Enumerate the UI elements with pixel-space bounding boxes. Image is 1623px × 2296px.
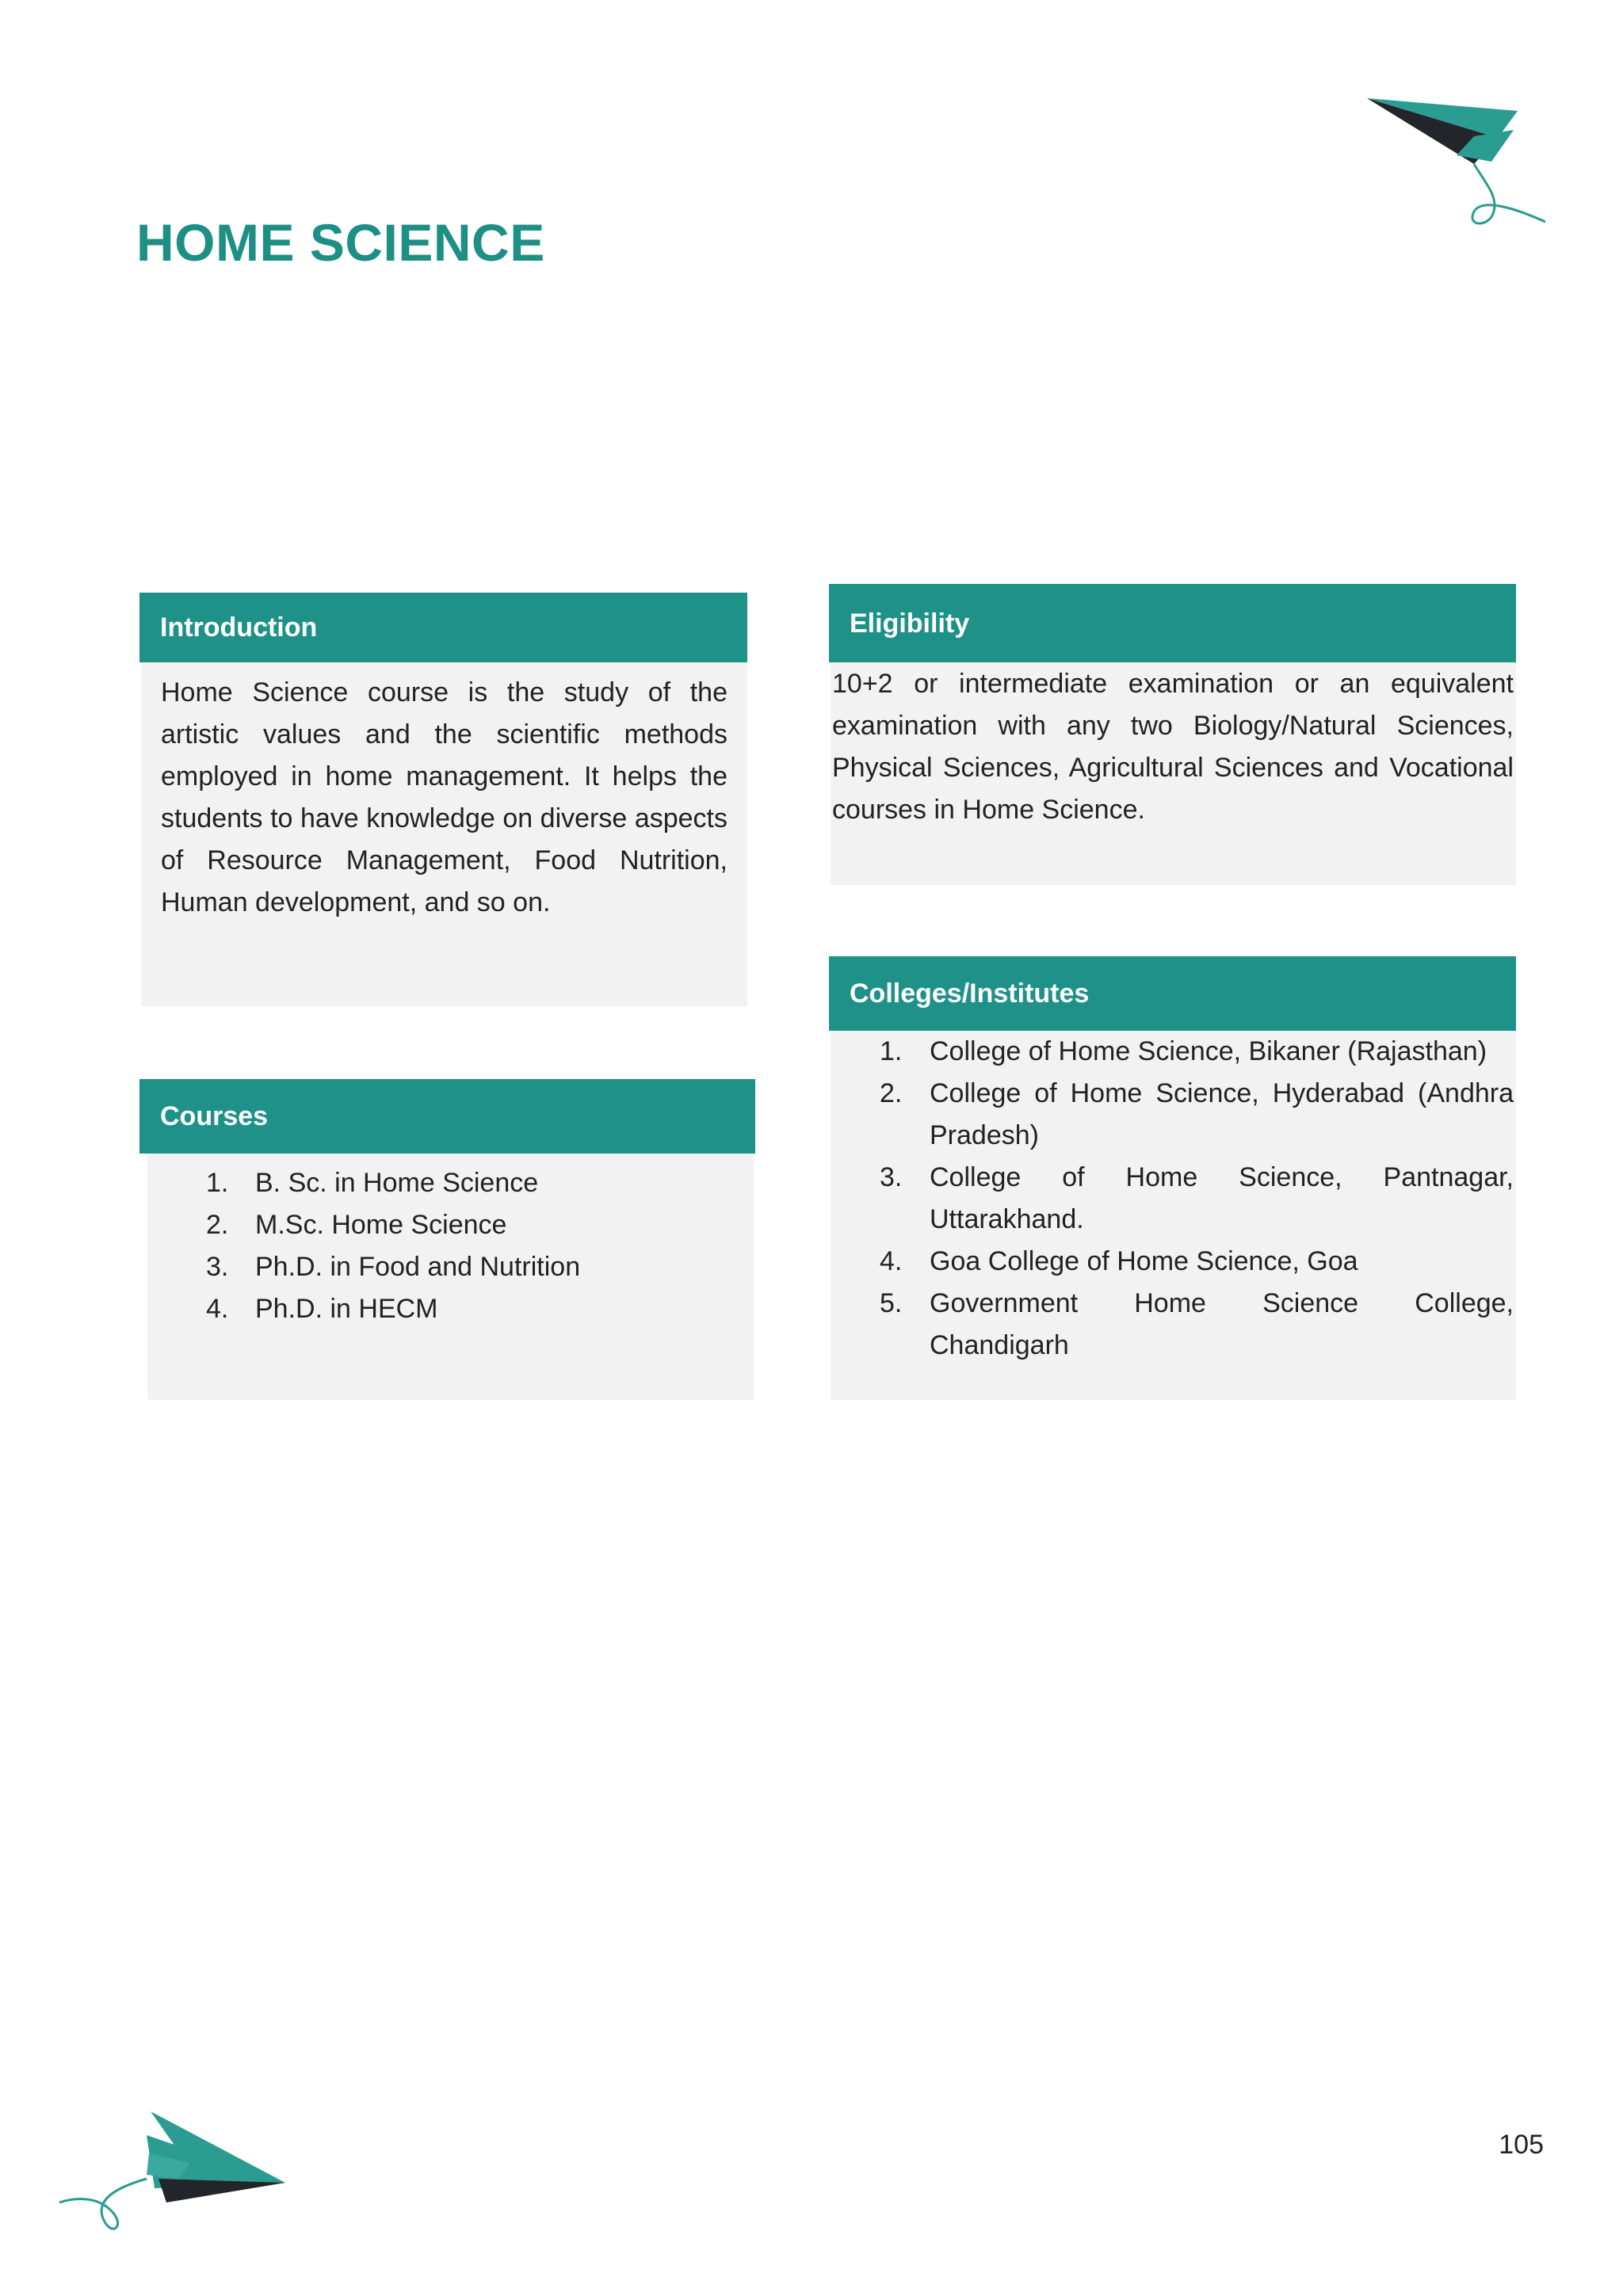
- list-item: [880, 1283, 1514, 1367]
- page-number: 105: [1499, 2130, 1544, 2160]
- list-number: 5.: [880, 1288, 903, 1318]
- list-item: [880, 1157, 1514, 1241]
- list-text: Government Home Science College, Chandigarh: [930, 1288, 1514, 1360]
- list-item: [206, 1288, 713, 1330]
- paper-plane-bottom-icon: [48, 2060, 309, 2266]
- colleges-header: Colleges/Institutes: [829, 956, 1516, 1031]
- list-item: [206, 1162, 713, 1204]
- list-text: B. Sc. in Home Science: [255, 1168, 539, 1198]
- introduction-text: Home Science course is the study of the artistic values and the scientific methods employed in home management. It helps the students to have knowledge on diverse aspects of Resource Management, Food Nutrition, Human development, and so on.: [161, 677, 727, 917]
- list-text: Ph.D. in HECM: [255, 1294, 438, 1324]
- introduction-header: Introduction: [139, 593, 747, 662]
- list-item: [880, 1031, 1514, 1073]
- list-item: [206, 1246, 713, 1288]
- list-text: Goa College of Home Science, Goa: [930, 1246, 1358, 1276]
- list-number: 1.: [206, 1168, 229, 1198]
- page-title: HOME SCIENCE: [136, 213, 545, 272]
- list-number: 4.: [880, 1246, 903, 1276]
- courses-header: Courses: [139, 1079, 755, 1154]
- eligibility-text: 10+2 or intermediate examination or an equivalent examination with any two Biology/Natural Sciences, Physical Sciences, Agricultural Sciences and Vocational courses in Home Science.: [832, 669, 1514, 825]
- list-item: [206, 1204, 713, 1246]
- list-text: College of Home Science, Hyderabad (Andhra Pradesh): [930, 1078, 1514, 1150]
- list-number: 3.: [880, 1162, 903, 1192]
- list-text: College of Home Science, Bikaner (Rajasthan): [930, 1036, 1487, 1066]
- eligibility-header: Eligibility: [829, 584, 1516, 662]
- list-number: 1.: [880, 1036, 903, 1066]
- colleges-list: [880, 1031, 1514, 1367]
- list-number: 2.: [206, 1210, 229, 1240]
- list-item: [880, 1241, 1514, 1283]
- list-number: 2.: [880, 1078, 903, 1108]
- list-text: College of Home Science, Pantnagar, Uttarakhand.: [930, 1162, 1514, 1234]
- courses-list: [206, 1162, 713, 1330]
- list-item: [880, 1073, 1514, 1157]
- list-number: 4.: [206, 1294, 229, 1324]
- list-number: 3.: [206, 1252, 229, 1282]
- paper-plane-top-icon: [1355, 89, 1561, 235]
- list-text: M.Sc. Home Science: [255, 1210, 507, 1240]
- list-text: Ph.D. in Food and Nutrition: [255, 1252, 581, 1282]
